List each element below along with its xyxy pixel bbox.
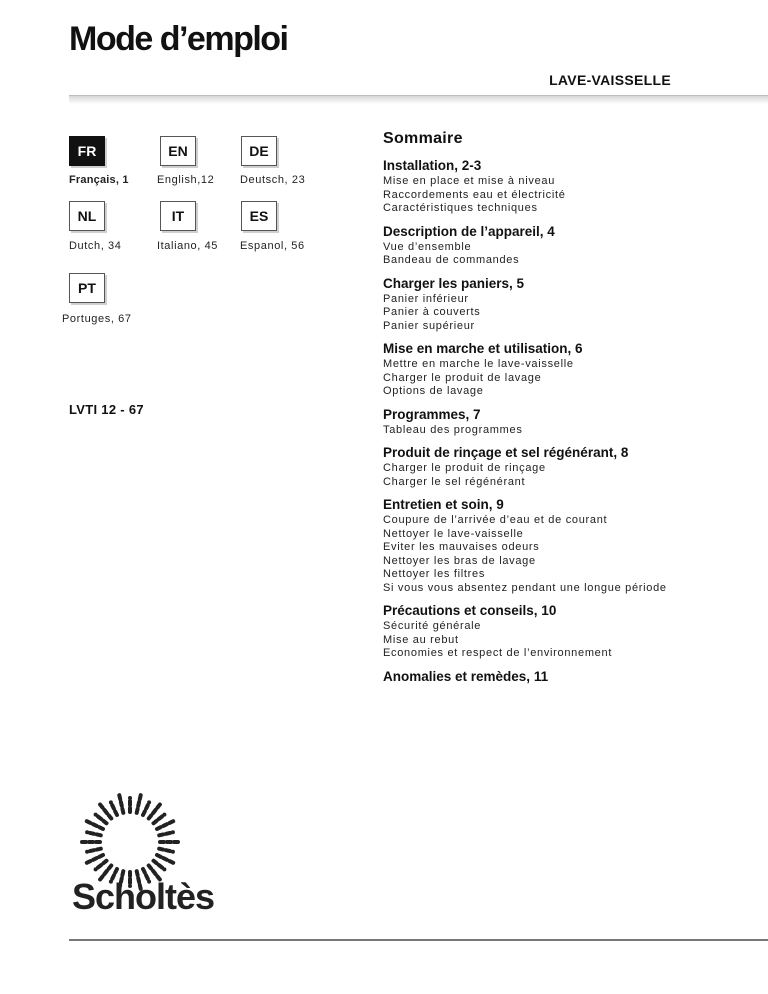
sunburst-ray xyxy=(154,821,157,824)
toc-section-title[interactable]: Entretien et soin, 9 xyxy=(383,497,504,512)
toc-item[interactable]: Charger le produit de lavage xyxy=(383,371,542,384)
sunburst-ray xyxy=(119,795,120,799)
toc-item[interactable]: Caractéristiques techniques xyxy=(383,202,538,214)
toc-section xyxy=(383,276,723,334)
toc-item[interactable]: Tableau des programmes xyxy=(383,423,523,436)
toc-section xyxy=(383,158,723,216)
sunburst-ray xyxy=(87,821,91,823)
toc-item[interactable]: Panier inférieur xyxy=(383,292,469,305)
table-of-contents xyxy=(383,130,723,692)
sunburst-ray xyxy=(137,809,138,813)
sunburst-ray xyxy=(159,849,163,850)
toc-section-title[interactable]: Charger les paniers, 5 xyxy=(383,275,525,291)
lang-en-button[interactable]: EN xyxy=(160,136,196,166)
sunburst-ray xyxy=(143,869,145,873)
sunburst-ray xyxy=(97,834,101,835)
sunburst-ray xyxy=(109,815,112,818)
lang-pt-button[interactable]: PT xyxy=(69,273,105,303)
header-divider xyxy=(69,95,768,104)
sunburst-ray xyxy=(159,816,162,819)
sunburst-ray xyxy=(170,861,174,863)
toc-section-title[interactable]: Précautions et conseils, 10 xyxy=(383,603,557,618)
sunburst-ray xyxy=(138,802,139,806)
lang-pt-label: Portuges, 67 xyxy=(62,313,132,325)
sunburst-ray xyxy=(153,810,156,813)
sunburst-ray xyxy=(103,861,106,864)
model-number: LVTI 12 - 67 xyxy=(69,402,144,417)
sunburst-ray xyxy=(157,855,161,857)
sunburst-ray xyxy=(154,861,157,864)
sunburst-ray xyxy=(121,802,122,806)
toc-heading: Sommaire xyxy=(383,130,463,147)
sunburst-ray xyxy=(122,809,123,813)
lang-es-button[interactable]: ES xyxy=(241,201,277,231)
toc-section xyxy=(383,407,723,438)
toc-item[interactable]: Bandeau de commandes xyxy=(383,254,520,266)
lang-it-button[interactable]: IT xyxy=(160,201,196,231)
sunburst-ray xyxy=(104,810,107,813)
sunburst-ray xyxy=(98,816,101,819)
document-title: Mode d’emploi xyxy=(69,20,288,58)
sunburst-ray xyxy=(90,833,94,834)
toc-sections xyxy=(383,158,723,684)
lang-nl-label: Dutch, 34 xyxy=(69,240,122,252)
toc-item[interactable]: Mise au rebut xyxy=(383,633,459,646)
sunburst-ray xyxy=(159,865,162,868)
sunburst-ray xyxy=(153,871,156,874)
toc-item[interactable]: Nettoyer le lave-vaisselle xyxy=(383,527,524,540)
sunburst-ray xyxy=(87,861,91,863)
lang-fr-button[interactable]: FR xyxy=(69,136,105,166)
lang-de-label: Deutsch, 23 xyxy=(240,174,306,186)
sunburst-ray xyxy=(166,850,170,851)
toc-item[interactable]: Raccordements eau et électricité xyxy=(383,188,566,201)
toc-section xyxy=(383,341,723,399)
toc-section-title[interactable]: Installation, 2-3 xyxy=(383,158,482,173)
sunburst-ray xyxy=(109,866,112,869)
sunburst-ray xyxy=(104,871,107,874)
toc-item[interactable]: Panier à couverts xyxy=(383,306,481,318)
toc-section-title[interactable]: Programmes, 7 xyxy=(383,406,481,422)
lang-it-label: Italiano, 45 xyxy=(157,240,219,252)
sunburst-ray xyxy=(157,805,160,808)
sunburst-ray xyxy=(149,815,152,818)
toc-section xyxy=(383,497,723,595)
footer-divider xyxy=(69,939,768,941)
toc-item[interactable]: Mise en place et mise à niveau xyxy=(383,175,556,187)
sunburst-ray xyxy=(93,824,97,826)
lang-es-label: Espanol, 56 xyxy=(240,240,305,252)
toc-section xyxy=(383,445,723,489)
sunburst-ray xyxy=(146,805,148,809)
toc-item[interactable]: Charger le produit de rinçage xyxy=(383,462,546,474)
sunburst-ray xyxy=(115,811,117,815)
lang-fr-label: Français, 1 xyxy=(69,174,129,186)
toc-section xyxy=(383,603,723,661)
sunburst-ray xyxy=(93,858,97,860)
lang-nl-button[interactable]: NL xyxy=(69,201,105,231)
toc-item[interactable]: Coupure de l’arrivée d’eau et de courant xyxy=(383,514,608,526)
sunburst-ray xyxy=(143,811,145,815)
sunburst-ray xyxy=(100,805,103,808)
toc-item[interactable]: Options de lavage xyxy=(383,385,484,397)
toc-item[interactable]: Nettoyer les bras de lavage xyxy=(383,554,536,567)
sunburst-ray xyxy=(140,795,141,799)
sunburst-ray xyxy=(112,805,114,809)
brand-logo: Scholtès xyxy=(72,876,215,917)
document-subtitle: LAVE-VAISSELLE xyxy=(549,72,671,88)
sunburst-ray xyxy=(99,855,103,857)
sunburst-ray xyxy=(115,869,117,873)
toc-section xyxy=(383,669,723,684)
lang-en-label: English,12 xyxy=(157,174,215,186)
sunburst-ray xyxy=(149,866,152,869)
toc-item[interactable]: Panier supérieur xyxy=(383,319,475,332)
sunburst-ray xyxy=(90,850,94,851)
sunburst-ray xyxy=(163,824,167,826)
sunburst-ray xyxy=(98,865,101,868)
sunburst-ray xyxy=(157,827,161,829)
sunburst-ray xyxy=(97,849,101,850)
sunburst-ray xyxy=(163,858,167,860)
sunburst-ray xyxy=(99,827,103,829)
toc-section-title[interactable]: Produit de rinçage et sel régénérant, 8 xyxy=(383,445,629,460)
toc-item[interactable]: Si vous vous absentez pendant une longue période xyxy=(383,581,667,594)
sunburst-ray xyxy=(166,833,170,834)
toc-section-title[interactable]: Mise en marche et utilisation, 6 xyxy=(383,341,583,356)
sunburst-ray xyxy=(103,821,106,824)
toc-item[interactable]: Economies et respect de l’environnement xyxy=(383,647,613,659)
sunburst-ray xyxy=(159,834,163,835)
toc-section xyxy=(383,224,723,268)
toc-section-title[interactable]: Description de l’appareil, 4 xyxy=(383,223,555,239)
sunburst-ray xyxy=(170,821,174,823)
toc-item[interactable]: Eviter les mauvaises odeurs xyxy=(383,541,540,553)
toc-item[interactable]: Nettoyer les filtres xyxy=(383,568,486,580)
lang-de-button[interactable]: DE xyxy=(241,136,277,166)
toc-item[interactable]: Vue d’ensemble xyxy=(383,240,472,253)
toc-item[interactable]: Mettre en marche le lave-vaisselle xyxy=(383,358,574,370)
toc-item[interactable]: Sécurité générale xyxy=(383,620,482,632)
toc-item[interactable]: Charger le sel régénérant xyxy=(383,475,526,488)
sunburst-ray xyxy=(122,871,123,875)
sunburst-ray xyxy=(137,871,138,875)
toc-section-title[interactable]: Anomalies et remèdes, 11 xyxy=(383,668,549,684)
